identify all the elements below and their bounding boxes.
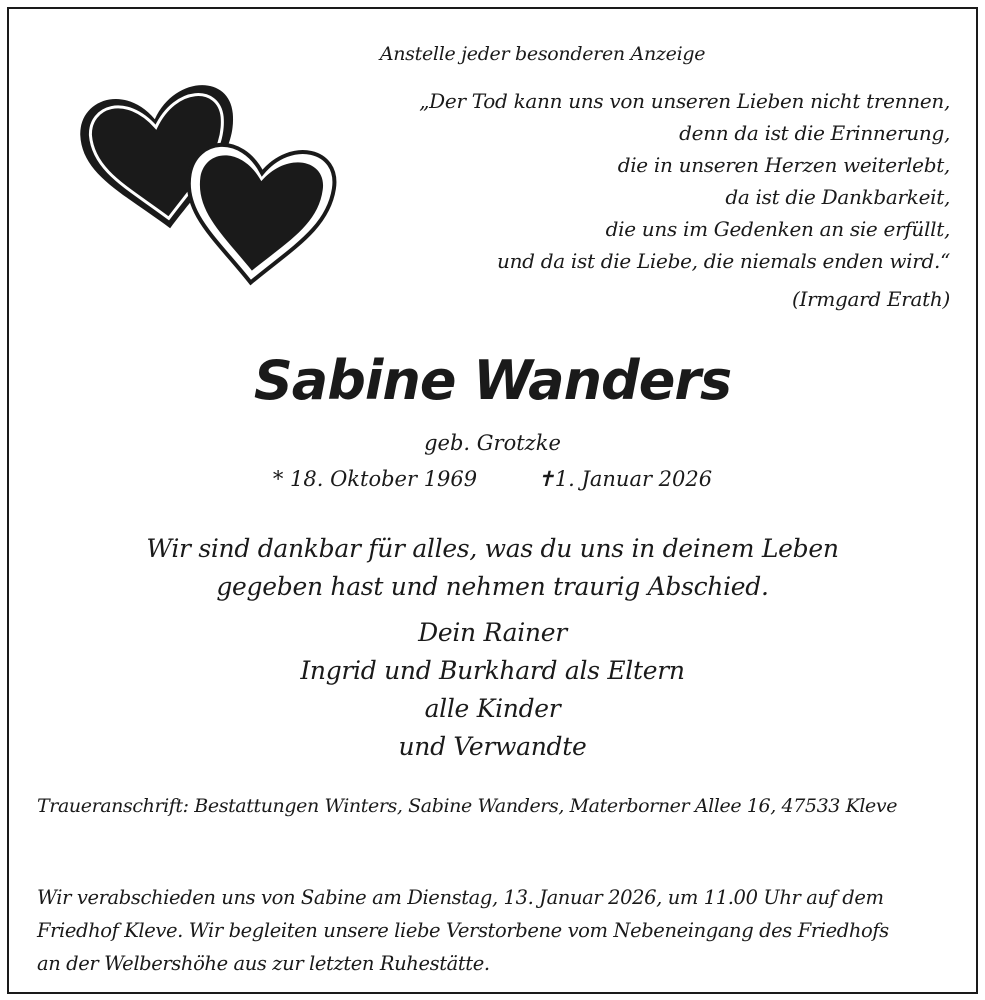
thanks-line: Wir sind dankbar für alles, was du uns in deinem Leben (146, 534, 839, 563)
funeral-line: an der Welbershöhe aus zur letzten Ruhestätte. (37, 952, 490, 975)
funeral-line: Friedhof Kleve. Wir begleiten unsere liebe Verstorbene vom Nebeneingang des Friedhofs (37, 919, 889, 942)
quote-line: die in unseren Herzen weiterlebt, (617, 153, 950, 177)
thanks-line: gegeben hast und nehmen traurig Abschied. (216, 572, 769, 601)
quote-line: die uns im Gedenken an sie erfüllt, (605, 217, 950, 241)
birth-date: * 18. Oktober 1969 (272, 467, 478, 491)
mourning-address: Traueranschrift: Bestattungen Winters, Sabine Wanders, Materborner Allee 16, 47533 Kleve (37, 795, 898, 817)
death-date: ✝1. Januar 2026 (537, 467, 713, 491)
family-line: Ingrid und Burkhard als Eltern (300, 656, 685, 685)
obituary-frame (7, 7, 978, 994)
funeral-info (37, 881, 957, 980)
announcement-line: Anstelle jeder besonderen Anzeige (379, 43, 706, 65)
family-line: alle Kinder (424, 694, 561, 723)
quote-line: da ist die Dankbarkeit, (725, 185, 950, 209)
family-line: Dein Rainer (418, 618, 567, 647)
quote-line: „Der Tod kann uns von unseren Lieben nicht trennen, (419, 89, 950, 113)
quote-line: denn da ist die Erinnerung, (679, 121, 950, 145)
quote-author: (Irmgard Erath) (792, 287, 950, 311)
life-dates (9, 467, 976, 491)
funeral-line: Wir verabschieden uns von Sabine am Dienstag, 13. Januar 2026, um 11.00 Uhr auf dem (37, 886, 884, 909)
quote-line: und da ist die Liebe, die niemals enden wird.“ (497, 249, 950, 273)
thanks-text (9, 530, 976, 606)
maiden-name: geb. Grotzke (424, 431, 561, 455)
quote-block (419, 85, 950, 277)
two-hearts-icon (69, 71, 344, 286)
deceased-name: Sabine Wanders (253, 349, 732, 412)
family-signatures (9, 614, 976, 766)
family-line: und Verwandte (398, 732, 587, 761)
